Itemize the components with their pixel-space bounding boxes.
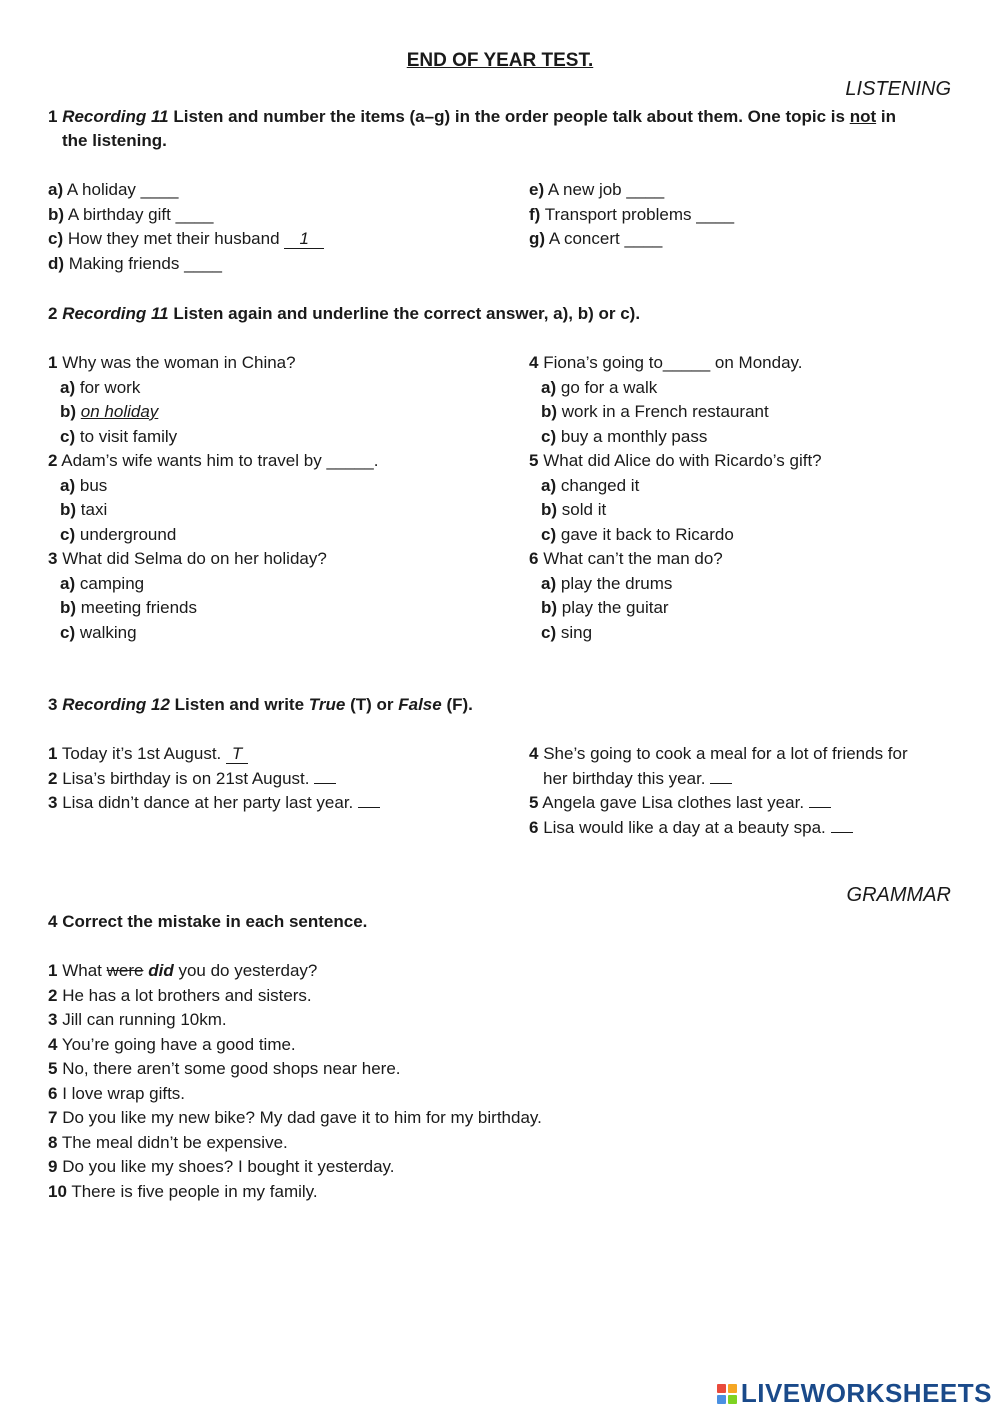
q2-option[interactable]: c) gave it back to Ricardo — [541, 524, 734, 544]
q1-item-g: g) A concert ____ — [529, 229, 663, 248]
answer-blank[interactable] — [710, 783, 732, 784]
q2-option[interactable]: c) buy a monthly pass — [541, 426, 708, 446]
question-2-heading: 2 Recording 11 Listen again and underline the correct answer, a), b) or c). — [48, 304, 641, 323]
q3-statement: 2 Lisa’s birthday is on 21st August. — [48, 767, 380, 792]
q3-statement: 6 Lisa would like a day at a beauty spa. — [529, 816, 908, 841]
q4-sentence[interactable]: 2 He has a lot brothers and sisters. — [48, 985, 312, 1005]
question-1-left-list — [48, 178, 324, 276]
question-1-heading-cont: the listening. — [62, 131, 167, 150]
q4-sentence[interactable]: 4 You’re going have a good time. — [48, 1034, 296, 1054]
q2-option[interactable]: c) to visit family — [60, 426, 178, 446]
answer-blank[interactable] — [314, 783, 336, 784]
q2-option[interactable]: a) camping — [60, 573, 145, 593]
question-2-right-list: 4 Fiona’s going to_____ on Monday. a) go for a walk b) work in a French restaurant c) buy a monthly pass 5 What did Alice do with Ricardo’s gift? a) changed it b) sold it c) gave it back to Ricardo 6 What can’t the man do? a) play the drums b) play the guitar c) sing — [529, 351, 822, 645]
q1-item-b: b) A birthday gift ____ — [48, 204, 214, 224]
question-4-heading: 4 Correct the mistake in each sentence. — [48, 912, 368, 931]
q4-sentence[interactable]: 5 No, there aren’t some good shops near here. — [48, 1059, 401, 1078]
page-title: END OF YEAR TEST. — [406, 50, 594, 71]
logo-mark-icon — [717, 1384, 737, 1404]
q2-option-selected[interactable]: b) on holiday — [60, 402, 159, 421]
q1-item-f: f) Transport problems ____ — [529, 204, 735, 224]
q2-option[interactable]: a) bus — [60, 475, 108, 495]
q4-sentence[interactable]: 7 Do you like my new bike? My dad gave it to him for my birthday. — [48, 1108, 542, 1127]
q2-option[interactable]: c) sing — [541, 622, 593, 642]
q3-statement: 5 Angela gave Lisa clothes last year. — [529, 791, 908, 816]
q1-item-c: c) How they met their husband 1 — [48, 227, 324, 252]
q4-example: 1 What were did you do yesterday? — [48, 961, 318, 980]
answer-blank[interactable]: 1 — [284, 230, 324, 249]
q2-option[interactable]: b) play the guitar — [541, 598, 669, 617]
answer-blank[interactable] — [831, 832, 853, 833]
question-2-left-list: 1 Why was the woman in China? a) for work b) on holiday c) to visit family 2 Adam’s wife wants him to travel by _____. a) bus b) taxi c) underground 3 What did Selma do on her holiday? a) camping b) meeting friends c) walking — [48, 351, 378, 645]
question-4-list — [48, 959, 542, 1204]
q2-option[interactable]: c) underground — [60, 524, 177, 544]
q1-item-d: d) Making friends ____ — [48, 253, 222, 273]
answer-blank[interactable]: T — [226, 745, 248, 764]
q2-option[interactable]: b) taxi — [60, 500, 108, 519]
question-3-left-list — [48, 742, 380, 816]
q2-option[interactable]: a) changed it — [541, 475, 640, 495]
q2-option[interactable]: b) meeting friends — [60, 598, 198, 617]
q2-option[interactable]: a) play the drums — [541, 573, 673, 593]
liveworksheets-logo: LIVEWORKSHEETS — [717, 1378, 992, 1409]
q2-option[interactable]: a) for work — [60, 377, 141, 397]
q4-sentence[interactable]: 6 I love wrap gifts. — [48, 1083, 186, 1103]
question-3-right-list — [529, 742, 908, 840]
question-1-heading: 1 Recording 11 Listen and number the items (a–g) in the order people talk about them. One topic is not in — [48, 107, 896, 126]
answer-blank[interactable] — [358, 807, 380, 808]
q2-option[interactable]: c) walking — [60, 622, 137, 642]
question-1-right-list — [529, 178, 734, 252]
q1-item-e: e) A new job ____ — [529, 180, 665, 199]
section-label-listening: LISTENING — [845, 78, 951, 100]
q2-option[interactable]: b) sold it — [541, 500, 607, 519]
q4-sentence[interactable]: 8 The meal didn’t be expensive. — [48, 1132, 288, 1152]
q4-sentence[interactable]: 10 There is five people in my family. — [48, 1181, 318, 1201]
q3-statement-cont: her birthday this year. — [529, 767, 908, 792]
q4-sentence[interactable]: 3 Jill can running 10km. — [48, 1010, 227, 1029]
q4-sentence[interactable]: 9 Do you like my shoes? I bought it yesterday. — [48, 1157, 395, 1176]
section-label-grammar: GRAMMAR — [846, 884, 951, 906]
question-3-heading: 3 Recording 12 Listen and write True (T) or False (F). — [48, 695, 473, 714]
q2-option[interactable]: b) work in a French restaurant — [541, 402, 769, 421]
q3-statement: 1 Today it’s 1st August. T — [48, 742, 380, 767]
q3-statement: 3 Lisa didn’t dance at her party last year. — [48, 791, 380, 816]
q2-option[interactable]: a) go for a walk — [541, 377, 658, 397]
q1-item-a: a) A holiday ____ — [48, 180, 179, 199]
answer-blank[interactable] — [809, 807, 831, 808]
q3-statement: 4 She’s going to cook a meal for a lot of friends for — [529, 744, 908, 763]
